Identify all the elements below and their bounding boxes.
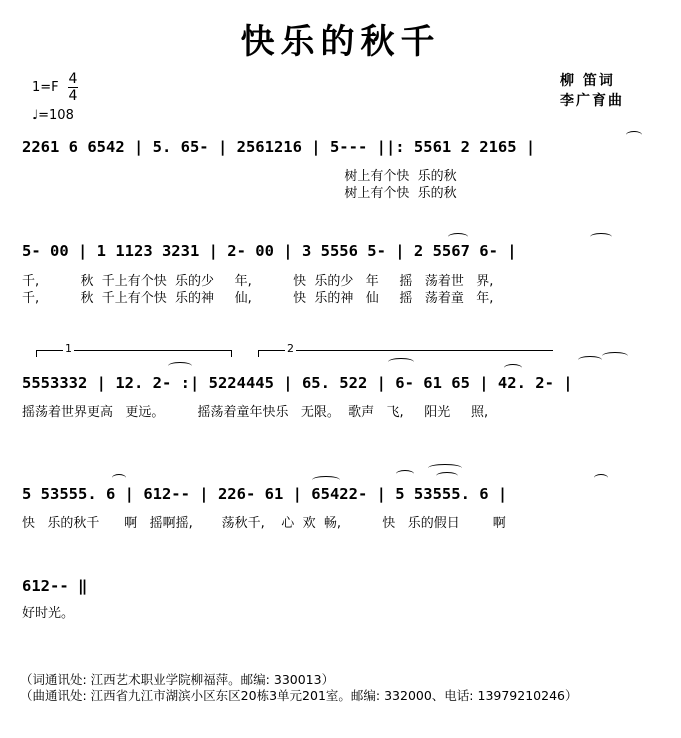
lyricist-credit: 柳 笛词: [560, 73, 615, 89]
volta-number-1: 1: [65, 342, 72, 355]
score-line-2: [22, 242, 662, 270]
slur-mark: [388, 358, 414, 366]
notation-line-2: 5- 00 | 1 1123 3231 | 2- 00 | 3 5556 5- | 2 5567 6- |: [22, 242, 517, 260]
slur-mark: [312, 476, 340, 484]
song-title: 快乐的秋千: [240, 22, 441, 62]
slur-mark: [578, 356, 602, 364]
score-line-4: [22, 485, 662, 513]
slur-mark: [428, 464, 462, 472]
lyrics-line-5-verse-1: 好时光。: [22, 606, 75, 621]
volta-bracket-2: [258, 342, 553, 357]
volta-bracket-1: [36, 342, 232, 357]
tempo-marking: ♩=108: [32, 108, 74, 123]
slur-mark: [448, 233, 468, 241]
slur-mark: [436, 472, 458, 480]
lyrics-line-4-verse-1: 快 乐的秋千 啊 摇啊摇, 荡秋千, 心 欢 畅, 快 乐的假日 啊: [22, 516, 506, 531]
time-signature-top: 4: [68, 71, 78, 87]
notation-line-3: 5553332 | 12. 2- :| 5224445 | 65. 522 | 6- 61 65 | 42. 2- |: [22, 374, 573, 392]
slur-mark: [112, 474, 126, 482]
score-line-1: [22, 138, 662, 166]
composer-contact: （曲通讯处: 江西省九江市湖滨小区东区20栋3单元201室。邮编: 332000、电话: 13979210246）: [20, 688, 578, 703]
slur-mark: [396, 470, 414, 478]
notation-line-1: 2261 6 6542 | 5. 65- | 2561216 | 5--- ||: 5561 2 2165 |: [22, 138, 536, 156]
slur-mark: [590, 233, 612, 241]
slur-mark: [602, 352, 628, 360]
key-signature: 1=F: [32, 80, 59, 95]
lyricist-contact: （词通讯处: 江西艺术职业学院柳福萍。邮编: 330013）: [20, 672, 335, 687]
lyrics-line-2-verse-2: 千, 秋 千上有个快 乐的神 仙, 快 乐的神 仙 摇 荡着童 年,: [22, 291, 494, 306]
slur-mark: [626, 131, 642, 139]
lyrics-line-3-verse-1: 摇荡着世界更高 更远。 摇荡着童年快乐 无限。 歌声 飞, 阳光 照,: [22, 405, 489, 420]
time-signature: [68, 71, 78, 104]
lyrics-line-1-verse-1: 树上有个快 乐的秋: [22, 169, 457, 184]
score-line-3: [22, 374, 662, 402]
time-signature-bottom: 4: [68, 88, 78, 104]
slur-mark: [168, 362, 192, 370]
volta-number-2: 2: [287, 342, 294, 355]
lyrics-line-1-verse-2: 树上有个快 乐的秋: [22, 186, 457, 201]
notation-line-5: 612-- ‖: [22, 577, 88, 595]
notation-line-4: 5 53555. 6 | 612-- | 226- 61 | 65422- | 5 53555. 6 |: [22, 485, 508, 503]
score-line-5: [22, 577, 662, 605]
lyrics-line-2-verse-1: 千, 秋 千上有个快 乐的少 年, 快 乐的少 年 摇 荡着世 界,: [22, 274, 494, 289]
slur-mark: [594, 474, 608, 482]
slur-mark: [504, 364, 522, 372]
composer-credit: 李广育曲: [560, 93, 624, 109]
